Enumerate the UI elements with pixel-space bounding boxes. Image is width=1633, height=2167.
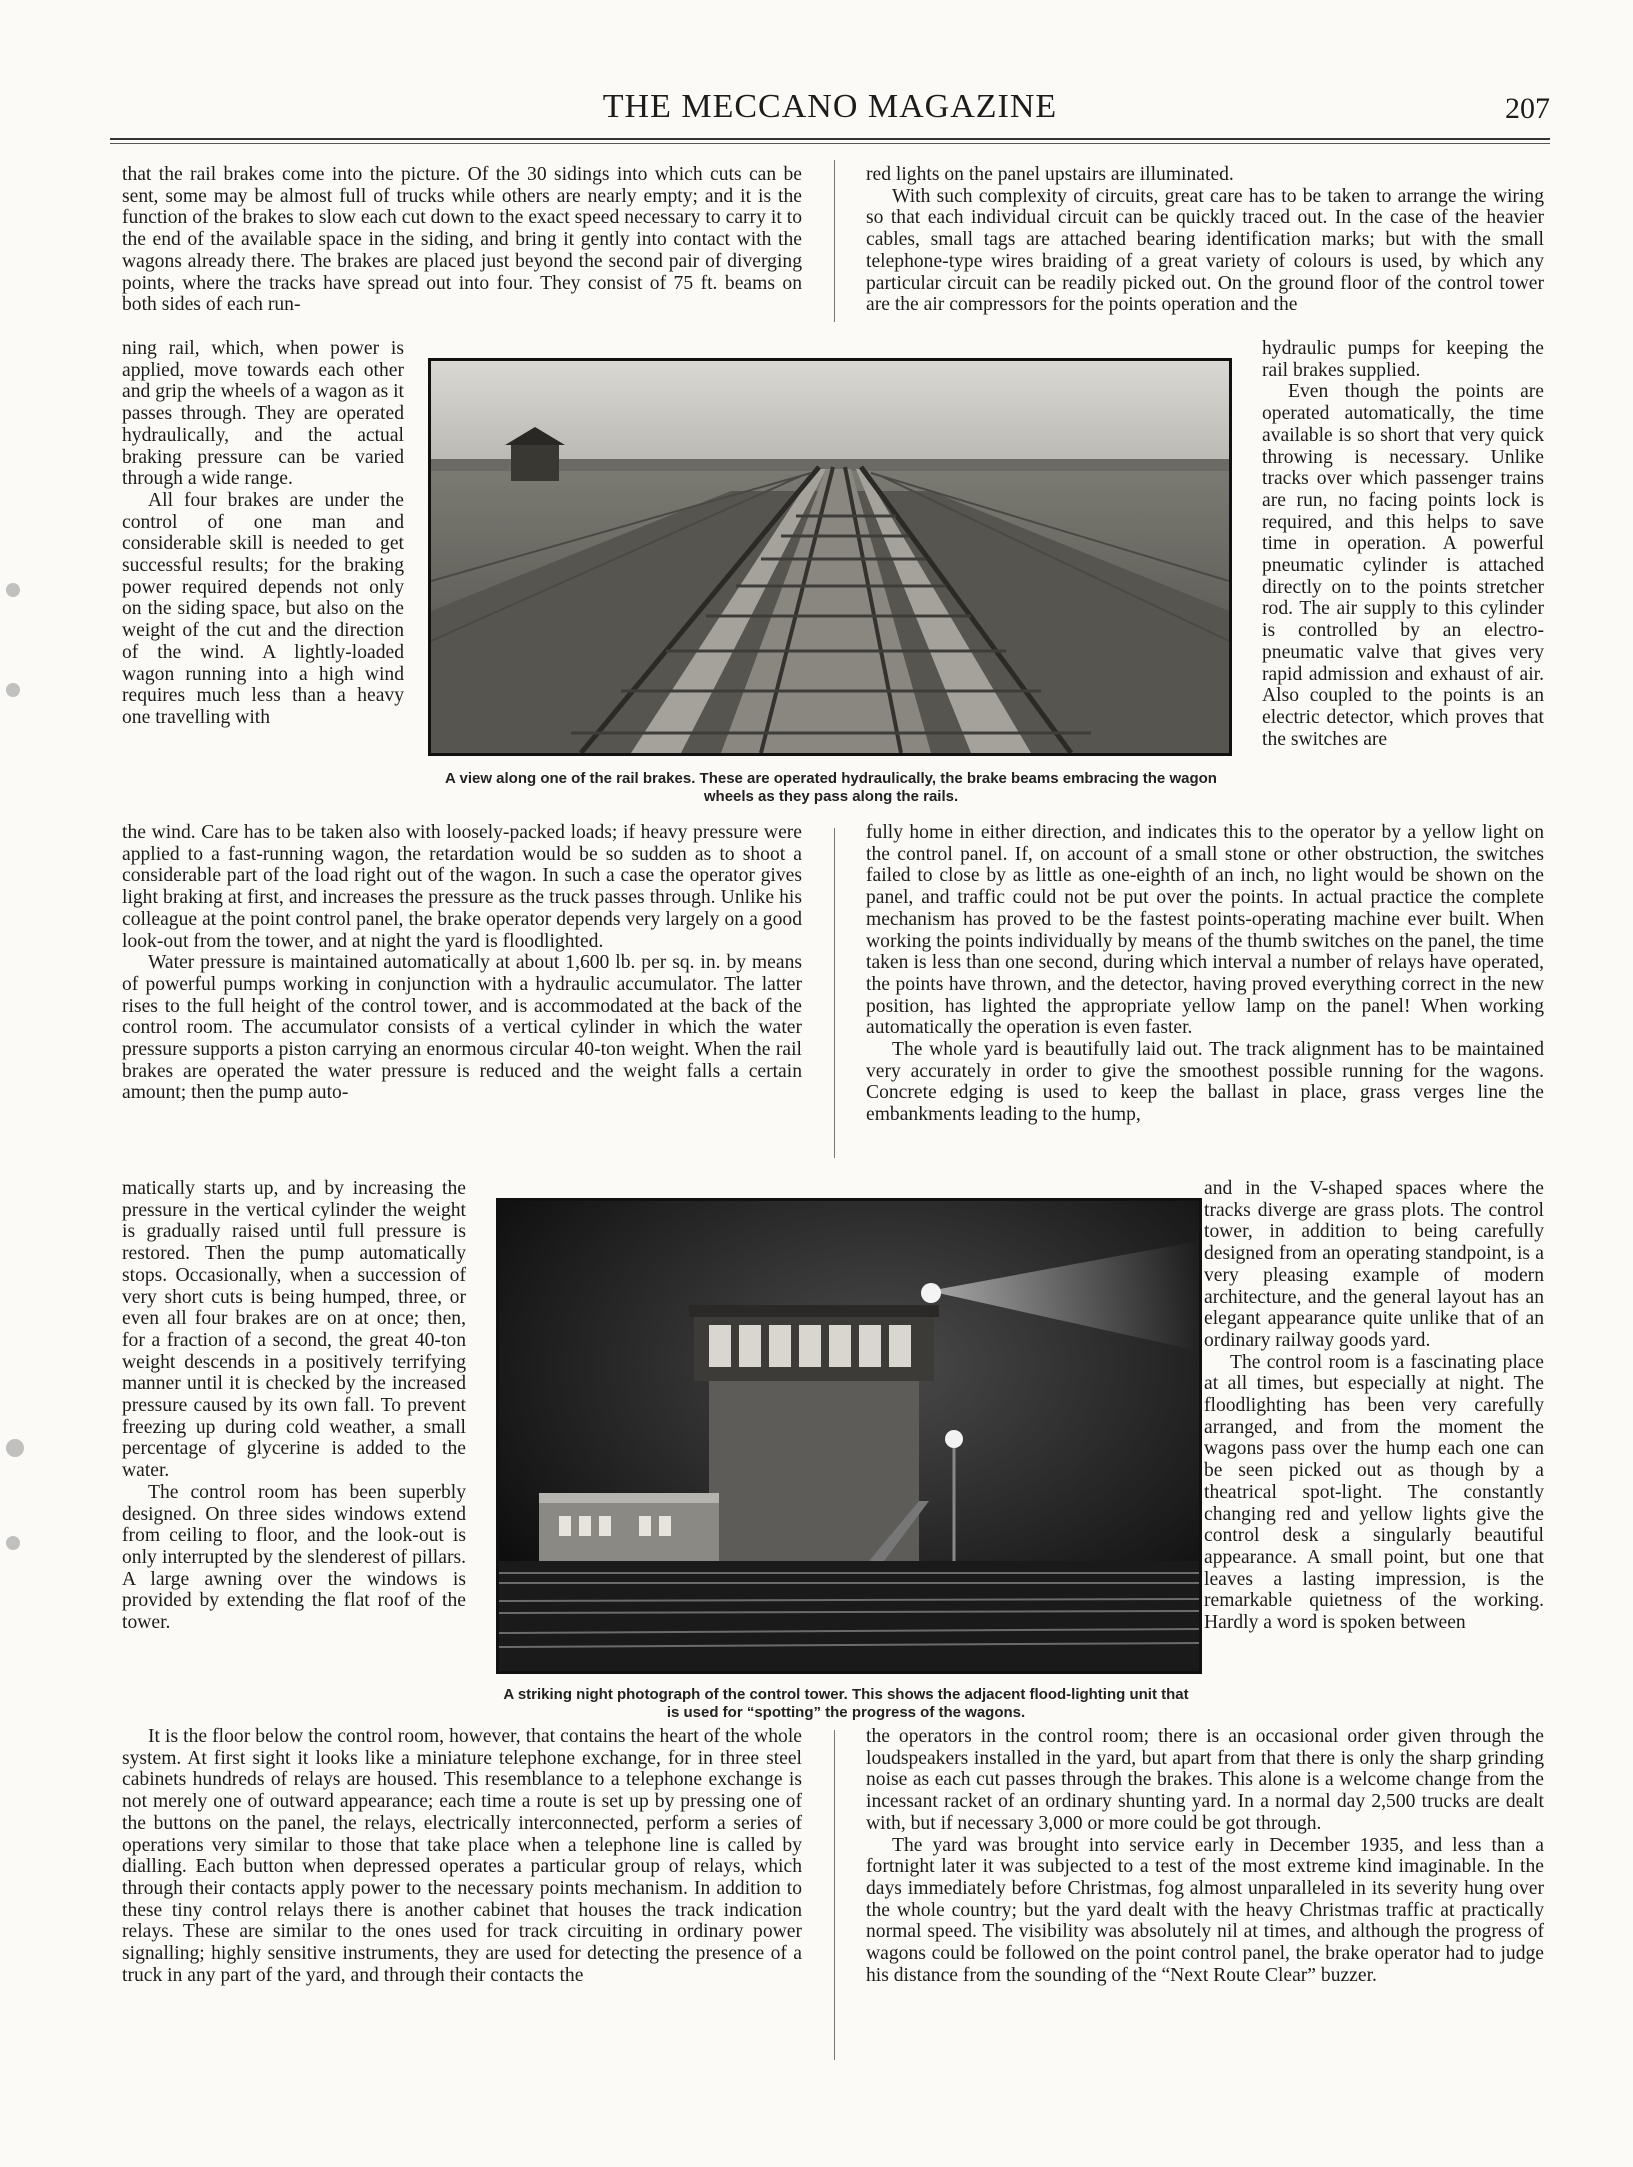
- header-rule-thin: [110, 143, 1550, 144]
- rail-brake-photo: [428, 358, 1232, 756]
- binding-hole: [6, 683, 20, 697]
- column-divider: [834, 828, 835, 1158]
- paragraph: that the rail brakes come into the picture. Of the 30 sidings into which cuts can be sent, some may be almost full of trucks while others are nearly empty; and it is the function of the brakes to slow each cut down to the exact speed necessary to carry it to the end of the available space in the siding, and bring it gently into contact with the wagons already there. The brakes are placed just beyond the second pair of diverging points, where the tracks have spread out into four. They consist of 75 ft. beams on both sides of each run-: [122, 164, 802, 316]
- paragraph: All four brakes are under the control of one man and considerable skill is needed to get successful results; for the braking power required depends not only on the siding space, but also on the weight of the cut and the direction of the wind. A lightly-loaded wagon running into a high wind requires much less than a heavy one travelling with: [122, 489, 404, 728]
- binding-hole: [6, 1439, 24, 1457]
- paragraph: With such complexity of circuits, great care has to be taken to arrange the wiring so that each individual circuit can be quickly traced out. In the case of the heavier cables, small tags are attached bearing identification marks; but with the small telephone-type wires braiding of a great variety of colours is used, by which any particular circuit can be readily picked out. On the ground floor of the control tower are the air compressors for the points operation and the: [866, 185, 1544, 316]
- paragraph: The yard was brought into service early in December 1935, and less than a fortnight later it was subjected to a test of the most extreme kind imaginable. In the days immediately before Christmas, fog almost unparalleled in its severity hung over the whole country; but the yard dealt with the heavy Christmas traffic at practically normal speed. The visibility was absolutely nil at times, and although the progress of wagons could be followed on the point control panel, the brake operator had to judge his distance from the sounding of the “Next Route Clear” buzzer.: [866, 1834, 1544, 1986]
- control-tower-night-photo: [496, 1198, 1202, 1674]
- left-column-bottom: [122, 1726, 802, 1986]
- paragraph: The control room is a fascinating place at all times, but especially at night. The floodlighting has been very carefully arranged, and from the moment the wagons pass over the hump each one can be seen picked out as though by a theatrical spot-light. The constantly changing red and yellow lights give the control desk a singularly beautiful appearance. A small point, but one that leaves a lasting impression, is the remarkable quietness of the working. Hardly a word is spoken between: [1204, 1351, 1544, 1634]
- paragraph: The whole yard is beautifully laid out. The track alignment has to be maintained very accurately in order to give the smoothest possible running for the wagons. Concrete edging is used to keep the ballast in place, grass verges line the embankments leading to the hump,: [866, 1039, 1544, 1126]
- paragraph: red lights on the panel upstairs are illuminated.: [866, 164, 1234, 185]
- column-divider: [834, 1730, 835, 2060]
- paragraph: the operators in the control room; there is an occasional order given through the loudspeakers installed in the yard, but apart from that there is only the sharp grinding noise as each cut passes through the brakes. This alone is a welcome change from the incessant racket of an ordinary shunting yard. In a normal day 2,500 trucks are dealt with, but if necessary 3,000 or more could be got through.: [866, 1726, 1544, 1834]
- paragraph: The control room has been superbly designed. On three sides windows extend from ceiling to floor, and the look-out is only interrupted by the slenderest of pillars. A large awning over the windows is provided by extending the flat roof of the tower.: [122, 1481, 466, 1634]
- page-header: [110, 88, 1550, 134]
- paragraph: fully home in either direction, and indicates this to the operator by a yellow light on the control panel. If, on account of a small stone or other obstruction, the switches failed to close by as little as one-eighth of an inch, no light would be shown on the panel, and traffic could not be put over the points. In actual practice the complete mechanism has proved to be the fastest points-operating machine ever built. When working the points individually by means of the thumb switches on the panel, the time taken is less than one second, during which interval a number of relays have operated, the points have thrown, and the detector, having proved everything correct in the new position, has lighted the appropriate yellow lamp on the panel! When working automatically the operation is even faster.: [866, 822, 1544, 1039]
- right-column-bottom: [866, 1726, 1544, 1986]
- paragraph: ning rail, which, when power is applied, move towards each other and grip the wheels of a wagon as it passes through. They are operated hydraulically, and the actual braking pressure can be varied through a wide range.: [122, 338, 404, 490]
- right-column-top: [866, 164, 1544, 316]
- paragraph: Water pressure is maintained automatically at about 1,600 lb. per sq. in. by means of powerful pumps working in conjunction with a hydraulic accumulator. The latter rises to the full height of the control tower, and is accommodated at the back of the control room. The accumulator consists of a vertical cylinder in which the water pressure supports a piston carrying an enormous circular 40-ton weight. When the rail brakes are operated the water pressure is reduced and the weight falls a certain amount; then the pump auto-: [122, 952, 802, 1104]
- paragraph: hydraulic pumps for keeping the rail brakes supplied.: [1262, 338, 1544, 381]
- rail-brake-illustration: [431, 361, 1229, 753]
- rail-brake-caption: A view along one of the rail brakes. These are operated hydraulically, the brake beams embracing the wagon wheels as they pass along the rails.: [445, 770, 1217, 805]
- paragraph: It is the floor below the control room, however, that contains the heart of the whole system. At first sight it looks like a miniature telephone exchange, for in three steel cabinets hundreds of relays are housed. This resemblance to a telephone exchange is not merely one of outward appearance; each time a route is set up by pressing one of the buttons on the panel, the relays, electrically interconnected, perform a series of operations very similar to those that take place when a telephone line is called by dialling. Each button when depressed operates a particular group of relays, which through their contacts apply power to the necessary points mechanism. In addition to these tiny control relays there is another cabinet that houses the track indication relays. These are similar to the ones used for track circuiting in ordinary power signalling; highly sensitive instruments, they are used for detecting the presence of a truck in any part of the yard, and through their contacts the: [122, 1726, 802, 1986]
- right-column-narrow-2: [1204, 1178, 1544, 1634]
- right-column-mid: [866, 822, 1544, 1126]
- control-tower-caption: A striking night photograph of the control tower. This shows the adjacent flood-lighting unit that is used for “spotting” the progress of the wagons.: [503, 1686, 1189, 1721]
- left-column-narrow-2: [122, 1178, 466, 1634]
- column-divider: [834, 160, 835, 322]
- left-column-narrow-1: [122, 338, 404, 729]
- magazine-title: THE MECCANO MAGAZINE: [602, 88, 1058, 125]
- page-number: 207: [1505, 92, 1550, 125]
- paragraph: Even though the points are operated automatically, the time available is so short that very quick throwing is necessary. Unlike tracks over which passenger trains are run, no facing points lock is required, and this helps to save time in operation. A powerful pneumatic cylinder is attached directly on to the points stretcher rod. The air supply to this cylinder is controlled by an electro-pneumatic valve that gives very rapid admission and exhaust of air. Also coupled to the points is an electric detector, which proves that the switches are: [1262, 381, 1544, 750]
- binding-hole: [6, 1536, 20, 1550]
- binding-hole: [6, 583, 20, 597]
- control-tower-illustration: [499, 1201, 1199, 1671]
- header-rule: [110, 138, 1550, 140]
- left-column-mid: [122, 822, 802, 1104]
- left-column-top: [122, 164, 802, 316]
- paragraph: the wind. Care has to be taken also with loosely-packed loads; if heavy pressure were applied to a fast-running wagon, the retardation would be so sudden as to shoot a considerable part of the load right out of the wagon. In such a case the operator gives light braking at first, and increases the pressure as the truck passes through. Unlike his colleague at the point control panel, the brake operator depends very largely on a good look-out from the tower, and at night the yard is floodlighted.: [122, 822, 802, 952]
- paragraph: and in the V-shaped spaces where the tracks diverge are grass plots. The control tower, in addition to being carefully designed from an operating standpoint, is a very pleasing example of modern architecture, and the general layout has an elegant appearance quite unlike that of an ordinary railway goods yard.: [1204, 1178, 1544, 1351]
- right-column-narrow-1: [1262, 338, 1544, 750]
- paragraph: matically starts up, and by increasing the pressure in the vertical cylinder the weight is gradually raised until full pressure is restored. Then the pump automatically stops. Occasionally, when a succession of very short cuts is being humped, three, or even all four brakes are on at once; then, for a fraction of a second, the great 40-ton weight descends in a positively terrifying manner until it is checked by the increased pressure caused by its own fall. To prevent freezing up during cold weather, a small percentage of glycerine is added to the water.: [122, 1178, 466, 1482]
